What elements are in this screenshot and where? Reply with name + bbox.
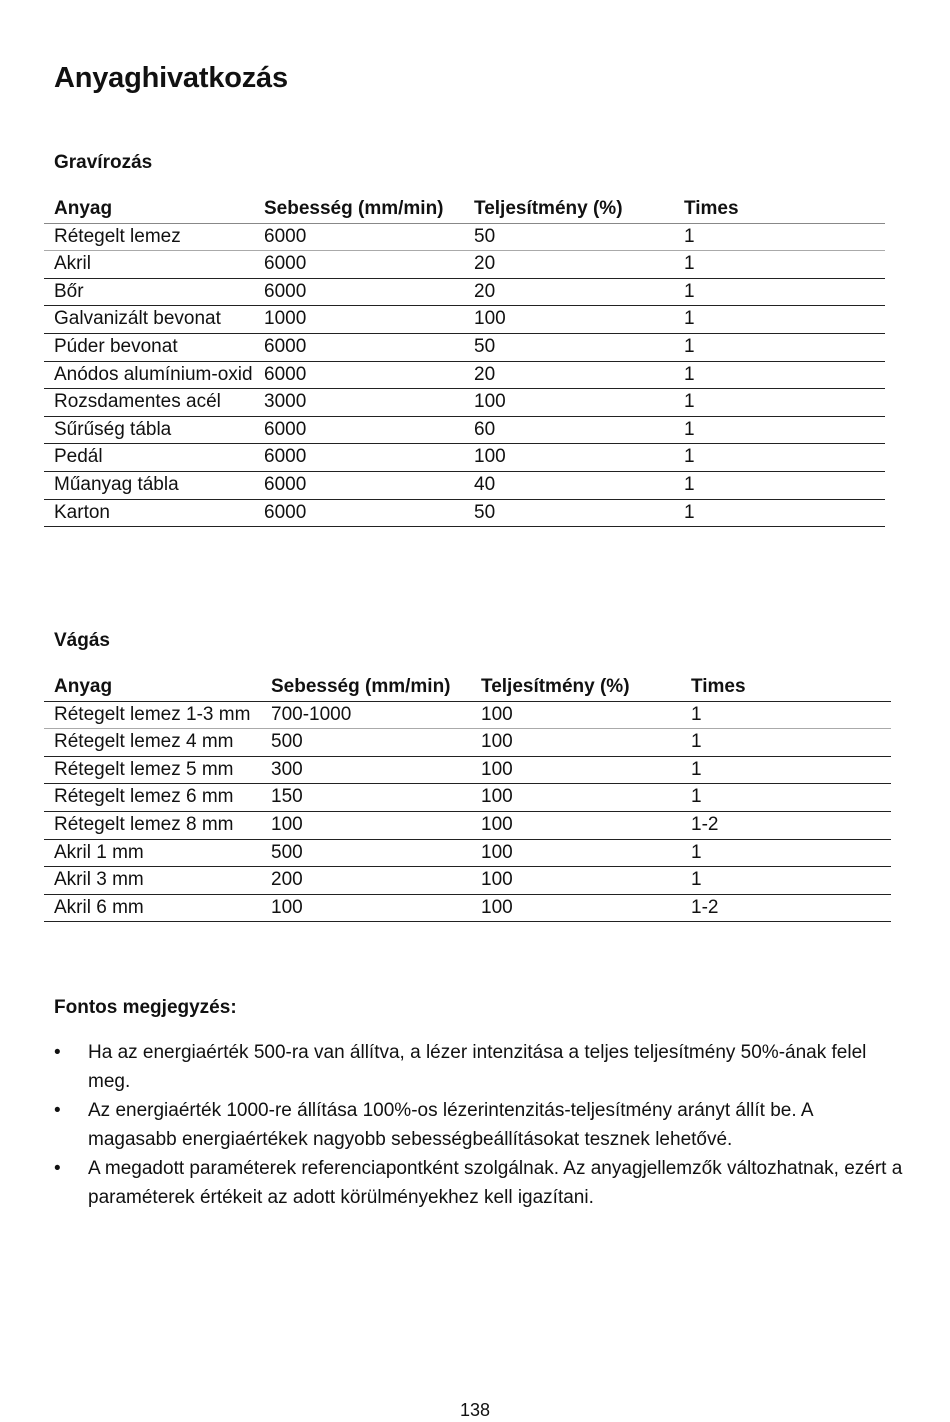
cell-times: 1 <box>684 473 695 495</box>
cell-power: 20 <box>474 280 496 302</box>
cell-speed: 700-1000 <box>271 703 352 725</box>
table-row <box>44 701 891 729</box>
cell-speed: 500 <box>271 841 303 863</box>
table-row <box>44 223 885 251</box>
cell-material: Galvanizált bevonat <box>54 308 221 330</box>
engraving-table <box>44 196 885 527</box>
cell-times: 1 <box>684 225 695 247</box>
cell-material: Akril 1 mm <box>54 841 144 863</box>
cell-speed: 3000 <box>264 391 307 413</box>
cell-material: Rétegelt lemez 5 mm <box>54 758 234 780</box>
cell-material: Karton <box>54 501 110 523</box>
cell-material: Púder bevonat <box>54 335 178 357</box>
cell-speed: 100 <box>271 813 303 835</box>
cell-times: 1 <box>691 758 702 780</box>
header-power: Teljesítmény (%) <box>474 198 623 219</box>
cell-material: Sűrűség tábla <box>54 418 172 440</box>
cell-times: 1 <box>684 308 695 330</box>
cell-speed: 6000 <box>264 335 307 357</box>
cell-power: 50 <box>474 335 496 357</box>
cell-material: Rétegelt lemez 8 mm <box>54 813 234 835</box>
cell-power: 40 <box>474 473 496 495</box>
cell-power: 100 <box>474 446 506 468</box>
cell-material: Bőr <box>54 280 84 302</box>
cell-speed: 300 <box>271 758 303 780</box>
cell-speed: 6000 <box>264 501 307 523</box>
cell-speed: 100 <box>271 896 303 918</box>
cell-times: 1 <box>691 786 702 808</box>
cell-power: 60 <box>474 418 496 440</box>
cell-times: 1-2 <box>691 896 719 918</box>
table-row <box>44 306 885 334</box>
table-row <box>44 784 891 812</box>
table-row <box>44 839 891 867</box>
cell-power: 100 <box>481 731 513 753</box>
table-row <box>44 729 891 757</box>
cell-power: 100 <box>474 308 506 330</box>
table-row <box>44 867 891 895</box>
table-header-row <box>44 674 891 701</box>
cell-speed: 6000 <box>264 418 307 440</box>
cell-power: 100 <box>481 786 513 808</box>
cell-times: 1 <box>684 335 695 357</box>
table-row <box>44 811 891 839</box>
cell-speed: 6000 <box>264 363 307 385</box>
cell-times: 1 <box>684 418 695 440</box>
header-times: Times <box>684 198 739 219</box>
cell-speed: 6000 <box>264 473 307 495</box>
cell-speed: 200 <box>271 869 303 891</box>
bullet-icon: • <box>54 1158 61 1179</box>
cell-power: 100 <box>481 758 513 780</box>
header-material: Anyag <box>54 198 113 219</box>
cell-speed: 6000 <box>264 253 307 275</box>
page-title: Anyaghivatkozás <box>54 62 288 94</box>
cell-material: Akril <box>54 253 91 275</box>
cell-material: Rozsdamentes acél <box>54 391 221 413</box>
cell-material: Rétegelt lemez 4 mm <box>54 731 234 753</box>
table-row <box>44 471 885 499</box>
cell-power: 100 <box>481 841 513 863</box>
cell-times: 1 <box>684 501 695 523</box>
note-text: Ha az energiaérték 500-ra van állítva, a lézer intenzitása a teljes teljesítmény 50%-ának felel meg. <box>88 1042 867 1092</box>
cell-material: Akril 6 mm <box>54 896 144 918</box>
cell-power: 100 <box>481 703 513 725</box>
engraving-heading: Gravírozás <box>54 152 153 173</box>
header-times: Times <box>691 676 746 697</box>
cell-speed: 6000 <box>264 446 307 468</box>
cell-material: Rétegelt lemez 6 mm <box>54 786 234 808</box>
cell-material: Anódos alumínium-oxid <box>54 363 253 385</box>
cell-material: Pedál <box>54 446 103 468</box>
cell-material: Akril 3 mm <box>54 869 144 891</box>
cell-power: 100 <box>481 813 513 835</box>
cell-speed: 500 <box>271 731 303 753</box>
notes-list <box>54 1038 904 1212</box>
table-row <box>44 444 885 472</box>
cell-power: 50 <box>474 225 496 247</box>
header-power: Teljesítmény (%) <box>481 676 630 697</box>
cutting-table-body <box>44 701 891 922</box>
cell-times: 1 <box>691 703 702 725</box>
cell-power: 20 <box>474 253 496 275</box>
cell-material: Rétegelt lemez 1-3 mm <box>54 703 251 725</box>
header-material: Anyag <box>54 676 113 697</box>
cell-speed: 6000 <box>264 280 307 302</box>
bullet-icon: • <box>54 1042 61 1063</box>
cell-times: 1 <box>691 731 702 753</box>
cell-times: 1 <box>684 253 695 275</box>
table-row <box>44 278 885 306</box>
table-row <box>44 361 885 389</box>
table-row <box>44 416 885 444</box>
cell-material: Műanyag tábla <box>54 473 179 495</box>
cell-speed: 6000 <box>264 225 307 247</box>
page-number: 138 <box>459 1400 491 1420</box>
cell-times: 1-2 <box>691 813 719 835</box>
note-text: Az energiaérték 1000-re állítása 100%-os lézerintenzitás-teljesítmény arányt állít be. A magasabb energiaértékek nagyobb sebességbeállításokat tesznek lehetővé. <box>88 1100 813 1150</box>
cell-power: 20 <box>474 363 496 385</box>
header-speed: Sebesség (mm/min) <box>271 676 451 697</box>
cell-times: 1 <box>684 363 695 385</box>
engraving-table-body <box>44 223 885 527</box>
note-text: A megadott paraméterek referenciapontként szolgálnak. Az anyagjellemzők változhatnak, ezért a paraméterek értékeit az adott körülményekhez kell igazítani. <box>88 1158 903 1208</box>
notes-heading: Fontos megjegyzés: <box>54 997 237 1018</box>
cell-times: 1 <box>691 841 702 863</box>
header-speed: Sebesség (mm/min) <box>264 198 444 219</box>
cutting-table <box>44 674 891 922</box>
cell-power: 100 <box>481 869 513 891</box>
cutting-heading: Vágás <box>54 630 110 651</box>
table-row <box>44 251 885 279</box>
cell-power: 100 <box>481 896 513 918</box>
cell-speed: 150 <box>271 786 303 808</box>
cell-times: 1 <box>684 391 695 413</box>
note-item <box>54 1096 904 1154</box>
cell-power: 100 <box>474 391 506 413</box>
bullet-icon: • <box>54 1100 61 1121</box>
cell-speed: 1000 <box>264 308 307 330</box>
cell-material: Rétegelt lemez <box>54 225 181 247</box>
note-item <box>54 1038 904 1096</box>
table-header-row <box>44 196 885 223</box>
note-item <box>54 1154 904 1212</box>
cell-times: 1 <box>691 869 702 891</box>
table-row <box>44 499 885 527</box>
cell-times: 1 <box>684 280 695 302</box>
table-row <box>44 894 891 922</box>
cell-power: 50 <box>474 501 496 523</box>
table-row <box>44 756 891 784</box>
cell-times: 1 <box>684 446 695 468</box>
table-row <box>44 333 885 361</box>
table-row <box>44 389 885 417</box>
